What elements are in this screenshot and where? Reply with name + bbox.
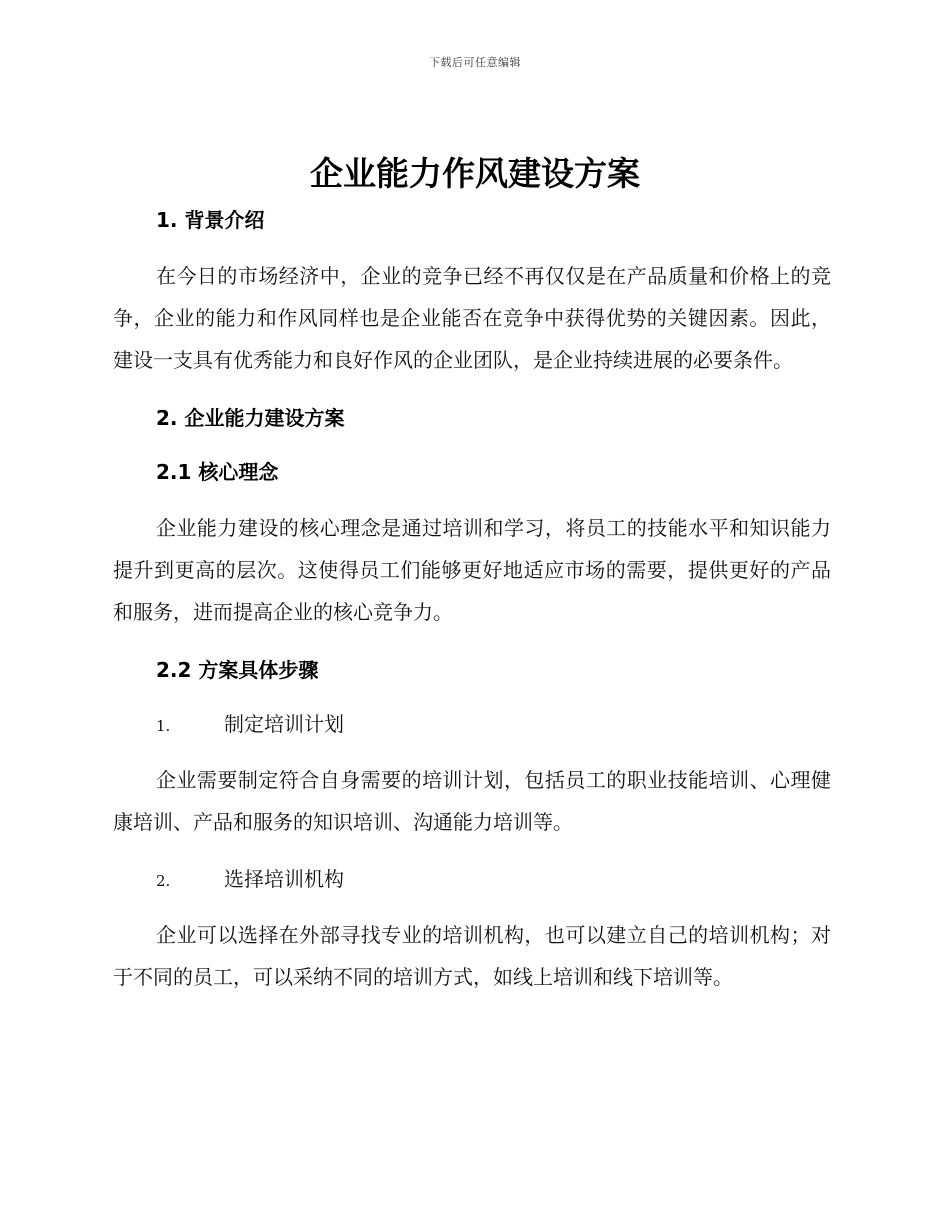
heading-background: 1. 背景介绍: [156, 208, 265, 232]
document-title: 企业能力作风建设方案: [310, 154, 640, 193]
paragraph-step-2: 企业可以选择在外部寻找专业的培训机构，也可以建立自己的培训机构；对于不同的员工，可以采纳不同的培训方式，如线上培训和线下培训等。: [113, 923, 831, 989]
paragraph-background: 在今日的市场经济中，企业的竞争已经不再仅仅是在产品质量和价格上的竞争，企业的能力和作风同样也是企业能否在竞争中获得优势的关键因素。因此，建设一支具有优秀能力和良好作风的企业团队，是企业持续进展的必要条件。: [113, 264, 831, 372]
list-number: 1.: [156, 717, 171, 735]
list-label: 制定培训计划: [224, 712, 344, 736]
list-number: 2.: [156, 872, 171, 890]
paragraph-step-1: 企业需要制定符合自身需要的培训计划，包括员工的职业技能培训、心理健康培训、产品和服务的知识培训、沟通能力培训等。: [113, 768, 831, 834]
list-item-step-1: [113, 704, 831, 744]
heading-specific-steps: 2.2 方案具体步骤: [156, 658, 319, 682]
document-body: [113, 200, 831, 998]
heading-core-concept: 2.1 核心理念: [156, 460, 279, 484]
list-item-step-2: [113, 859, 831, 899]
header-note: 下载后可任意编辑: [429, 56, 521, 69]
paragraph-core-concept: 企业能力建设的核心理念是通过培训和学习，将员工的技能水平和知识能力提升到更高的层次。这使得员工们能够更好地适应市场的需要，提供更好的产品和服务，进而提高企业的核心竞争力。: [113, 516, 831, 624]
heading-capability-plan: 2. 企业能力建设方案: [156, 406, 345, 430]
list-label: 选择培训机构: [224, 867, 344, 891]
